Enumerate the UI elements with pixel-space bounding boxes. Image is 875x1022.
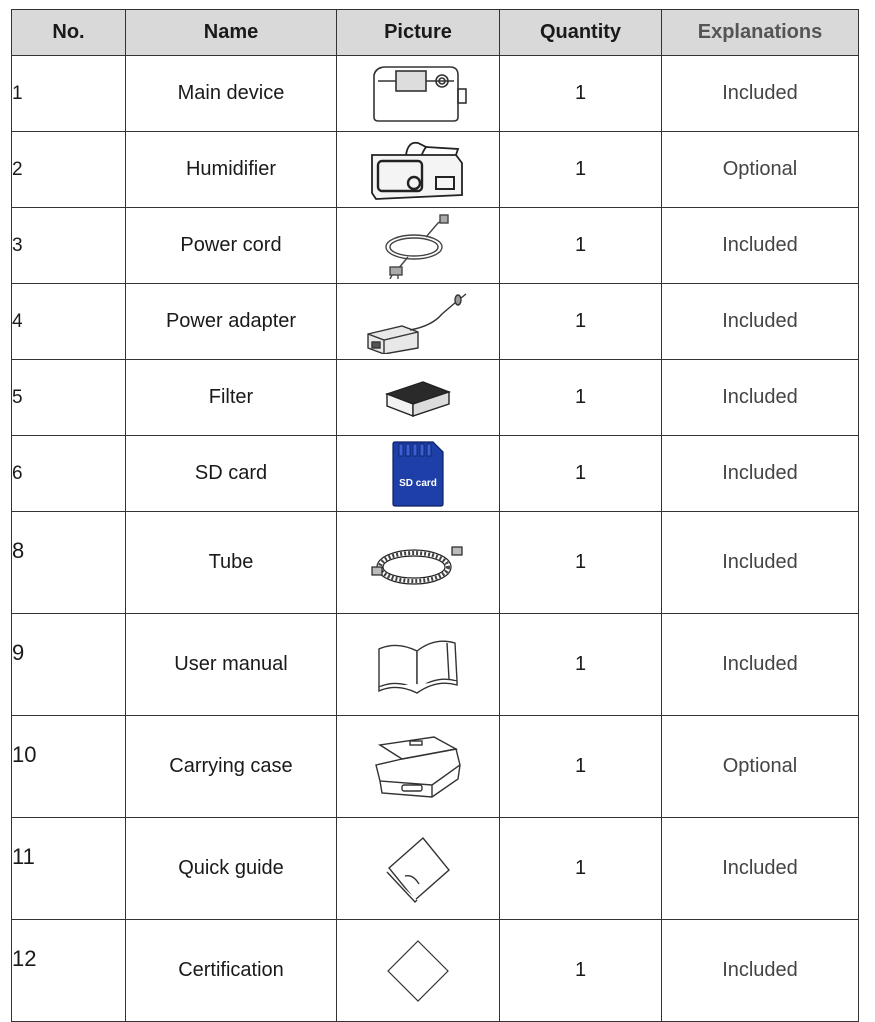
table-row: [12, 360, 859, 436]
row-number: 4: [12, 284, 126, 360]
item-explanation: Included: [662, 284, 859, 360]
humidifier-icon: [366, 137, 470, 203]
row-number: 12: [12, 920, 126, 1022]
header-row: [12, 10, 859, 56]
item-quantity: 1: [500, 56, 662, 132]
carrying-case-icon: [372, 735, 464, 799]
table-row: [12, 436, 859, 512]
filter-icon: [383, 376, 453, 420]
item-quantity: 1: [500, 132, 662, 208]
table-row: [12, 56, 859, 132]
row-number: 5: [12, 360, 126, 436]
row-number: 11: [12, 818, 126, 920]
item-explanation: Included: [662, 512, 859, 614]
item-name: Tube: [126, 512, 337, 614]
item-explanation: Included: [662, 56, 859, 132]
item-name: Power cord: [126, 208, 337, 284]
item-name: Carrying case: [126, 716, 337, 818]
user-manual-icon: [375, 635, 461, 695]
header-explanations: Explanations: [662, 10, 859, 56]
table-row: [12, 132, 859, 208]
header-name: Name: [126, 10, 337, 56]
item-picture: [337, 512, 500, 614]
item-quantity: 1: [500, 920, 662, 1022]
item-picture: [337, 56, 500, 132]
quick-guide-icon: [383, 834, 453, 904]
tube-icon: [368, 537, 468, 589]
item-picture: [337, 920, 500, 1022]
table-row: [12, 208, 859, 284]
item-picture: [337, 818, 500, 920]
row-number: 8: [12, 512, 126, 614]
row-number: 2: [12, 132, 126, 208]
item-picture: [337, 716, 500, 818]
item-quantity: 1: [500, 436, 662, 512]
power-cord-icon: [378, 213, 458, 279]
table-row: [12, 614, 859, 716]
item-explanation: Included: [662, 614, 859, 716]
item-picture: [337, 208, 500, 284]
item-name: Filter: [126, 360, 337, 436]
item-explanation: Included: [662, 818, 859, 920]
item-explanation: Included: [662, 360, 859, 436]
row-number: 10: [12, 716, 126, 818]
table-row: [12, 716, 859, 818]
item-explanation: Included: [662, 436, 859, 512]
item-explanation: Included: [662, 920, 859, 1022]
item-explanation: Optional: [662, 716, 859, 818]
item-picture: [337, 436, 500, 512]
item-quantity: 1: [500, 818, 662, 920]
item-explanation: Optional: [662, 132, 859, 208]
sd-card-label: SD card: [399, 477, 437, 489]
item-quantity: 1: [500, 716, 662, 818]
row-number: 9: [12, 614, 126, 716]
item-quantity: 1: [500, 614, 662, 716]
item-quantity: 1: [500, 284, 662, 360]
header-quantity: Quantity: [500, 10, 662, 56]
item-explanation: Included: [662, 208, 859, 284]
header-picture: Picture: [337, 10, 500, 56]
header-no: No.: [12, 10, 126, 56]
item-quantity: 1: [500, 360, 662, 436]
item-name: Quick guide: [126, 818, 337, 920]
item-quantity: 1: [500, 512, 662, 614]
item-name: User manual: [126, 614, 337, 716]
item-picture: [337, 614, 500, 716]
table-row: [12, 920, 859, 1022]
table-row: [12, 818, 859, 920]
table-row: [12, 284, 859, 360]
sd-card-icon: [389, 440, 447, 508]
certification-icon: [385, 938, 451, 1004]
item-picture: [337, 132, 500, 208]
row-number: 6: [12, 436, 126, 512]
main-device-icon: [366, 63, 470, 125]
item-name: Power adapter: [126, 284, 337, 360]
item-name: Main device: [126, 56, 337, 132]
item-picture: [337, 360, 500, 436]
table-row: [12, 512, 859, 614]
item-name: Humidifier: [126, 132, 337, 208]
item-name: Certification: [126, 920, 337, 1022]
item-quantity: 1: [500, 208, 662, 284]
item-name: SD card: [126, 436, 337, 512]
package-contents-table: [11, 9, 859, 1022]
row-number: 3: [12, 208, 126, 284]
row-number: 1: [12, 56, 126, 132]
item-picture: [337, 284, 500, 360]
power-adapter-icon: [362, 290, 474, 354]
